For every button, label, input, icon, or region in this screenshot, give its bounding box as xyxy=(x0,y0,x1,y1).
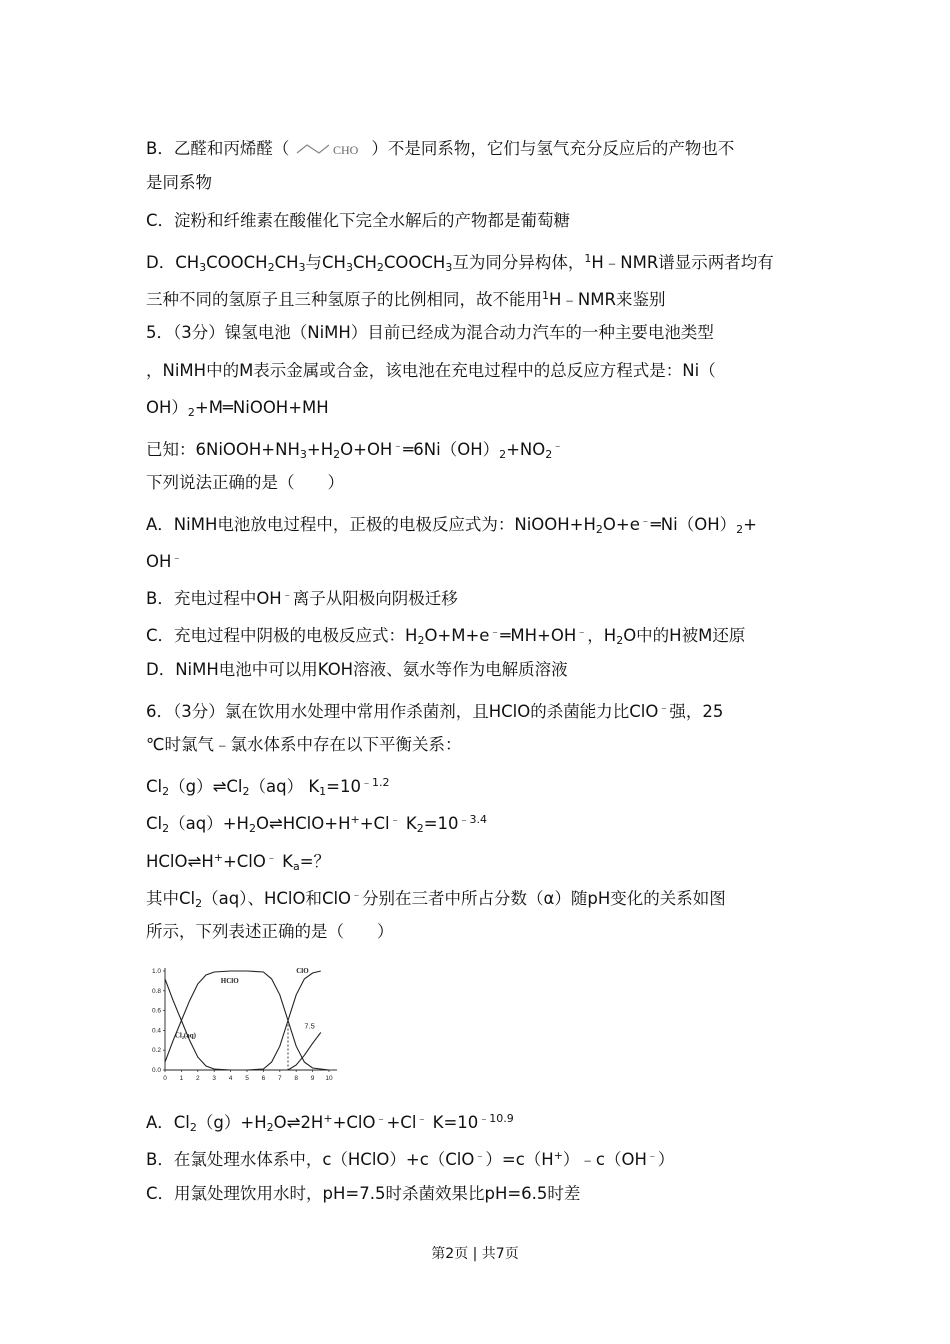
x-tick-label: 7 xyxy=(277,1075,282,1082)
series-label: HClO xyxy=(220,976,239,985)
x-tick-label: 3 xyxy=(212,1075,217,1082)
q5-option-b: B．充电过程中OH﹣离子从阳极向阴极迁移 xyxy=(146,588,458,608)
q6-option-a: A．$Cl_2(g)+H_2O\rightleftharpoons 2H^++ClO^﹣+Cl^﹣$ $K=10^{﹣10.9}$ xyxy=(146,1112,514,1134)
y-tick-label: 1.0 xyxy=(151,968,161,975)
x-tick-label: 0 xyxy=(163,1075,167,1082)
series-line xyxy=(288,1032,321,1070)
q5-stem-line3: $OH)_2+M═NiOOH+MH$ xyxy=(146,398,329,419)
q4-option-b: B．乙醛和丙烯醛（ CHO ）不是同系物，它们与氢气充分反应后的产物也不 xyxy=(146,138,734,161)
q4-option-b-cont: 是同系物 xyxy=(146,173,212,192)
y-tick-label: 0.8 xyxy=(151,987,161,995)
q5-stem-line1: 5．（3分）镍氢电池（NiMH）目前已经成为混合动力汽车的一种主要电池类型 xyxy=(146,323,714,342)
x-tick-label: 8 xyxy=(294,1075,299,1082)
y-tick-label: 0.4 xyxy=(151,1027,161,1035)
x-tick-label: 10 xyxy=(325,1075,333,1082)
q4-option-d: D．$CH_3COOCH_2CH_3$与$CH_3CH_2COOCH_3$互为同分异构体，$^1$H﹣NMR谱显示两者均有 xyxy=(146,252,774,274)
q6-stem-line1: 6．（3分）氯在饮用水处理中常用作杀菌剂，且HClO的杀菌能力比ClO﹣强，25 xyxy=(146,701,724,721)
svg-text:CHO: CHO xyxy=(333,142,359,157)
q6-equilibrium-3: HClO⇌H++ClO﹣ $K_a=$？ xyxy=(146,851,331,873)
q4-option-d-cont: 三种不同的氢原子且三种氢原子的比例相同，故不能用$^1$H﹣NMR来鉴别 xyxy=(146,289,666,309)
annotation-label: 7.5 xyxy=(304,1021,315,1031)
q5-stem-line2: ，NiMH中的M表示金属或合金，该电池在充电过程中的总反应方程式是：Ni（ xyxy=(146,361,716,380)
series-line xyxy=(165,971,321,1070)
x-tick-label: 2 xyxy=(195,1075,200,1082)
x-tick-label: 5 xyxy=(245,1075,249,1082)
x-tick-label: 6 xyxy=(261,1075,266,1082)
series-label: ClO xyxy=(296,966,309,975)
q5-option-d: D．NiMH电池中可以用KOH溶液、氨水等作为电解质溶液 xyxy=(146,660,568,679)
q4-option-c: C．淀粉和纤维素在酸催化下完全水解后的产物都是葡萄糖 xyxy=(146,211,571,230)
y-tick-label: 0.0 xyxy=(151,1067,161,1074)
distribution-fraction-chart xyxy=(143,958,343,1093)
x-tick-label: 4 xyxy=(228,1075,233,1082)
y-tick-label: 0.2 xyxy=(151,1047,161,1055)
q6-equilibrium-2: $Cl_2(aq)+H_2O\rightleftharpoons HClO+H^++Cl^﹣$ $K_2=10^{﹣3.4}$ xyxy=(146,813,488,835)
q6-option-c: C．用氯处理饮用水时，pH=7.5时杀菌效果比pH=6.5时差 xyxy=(146,1184,581,1203)
q5-option-a: A．NiMH电池放电过程中，正极的电极反应式为：$NiOOH+H_2O+e^﹣═Ni(OH)_2+$ xyxy=(146,514,757,536)
x-tick-label: 9 xyxy=(310,1075,315,1082)
page-footer: 第2页 | 共7页 xyxy=(431,1246,519,1262)
x-tick-label: 1 xyxy=(179,1075,184,1082)
q6-stem-line3: 其中$Cl_2(aq)$、HClO和ClO﹣分别在三者中所占分数（α）随pH变化的关系如图 xyxy=(146,888,726,910)
propenal-structure-icon xyxy=(293,139,367,161)
q6-stem-line2: ℃时氯气﹣氯水体系中存在以下平衡关系： xyxy=(146,735,462,754)
q6-stem-line4: 所示，下列表述正确的是（ ） xyxy=(146,922,394,941)
y-tick-label: 0.6 xyxy=(151,1007,161,1015)
q5-question: 下列说法正确的是（ ） xyxy=(146,473,344,492)
q6-equilibrium-1: $Cl_2(g)\rightleftharpoons Cl_2(aq)$ $K_1=10^{﹣1.2}$ xyxy=(146,776,390,798)
q5-option-c: C．充电过程中阴极的电极反应式：$H_2O+M+e^﹣═MH+OH^﹣$，$H_2O$中的H被M还原 xyxy=(146,625,746,647)
q5-option-a-cont: OH﹣ xyxy=(146,551,183,571)
q6-option-b: B．在氯处理水体系中，c（HClO）+c（ClO﹣）=c（H+）﹣c（OH﹣） xyxy=(146,1149,675,1169)
q5-known-equation: 已知：$6NiOOH+NH_3+H_2O+OH^﹣═6Ni(OH)_2+NO_2^﹣$ xyxy=(146,439,564,461)
series-label: Cl₂(aq) xyxy=(174,1031,196,1040)
